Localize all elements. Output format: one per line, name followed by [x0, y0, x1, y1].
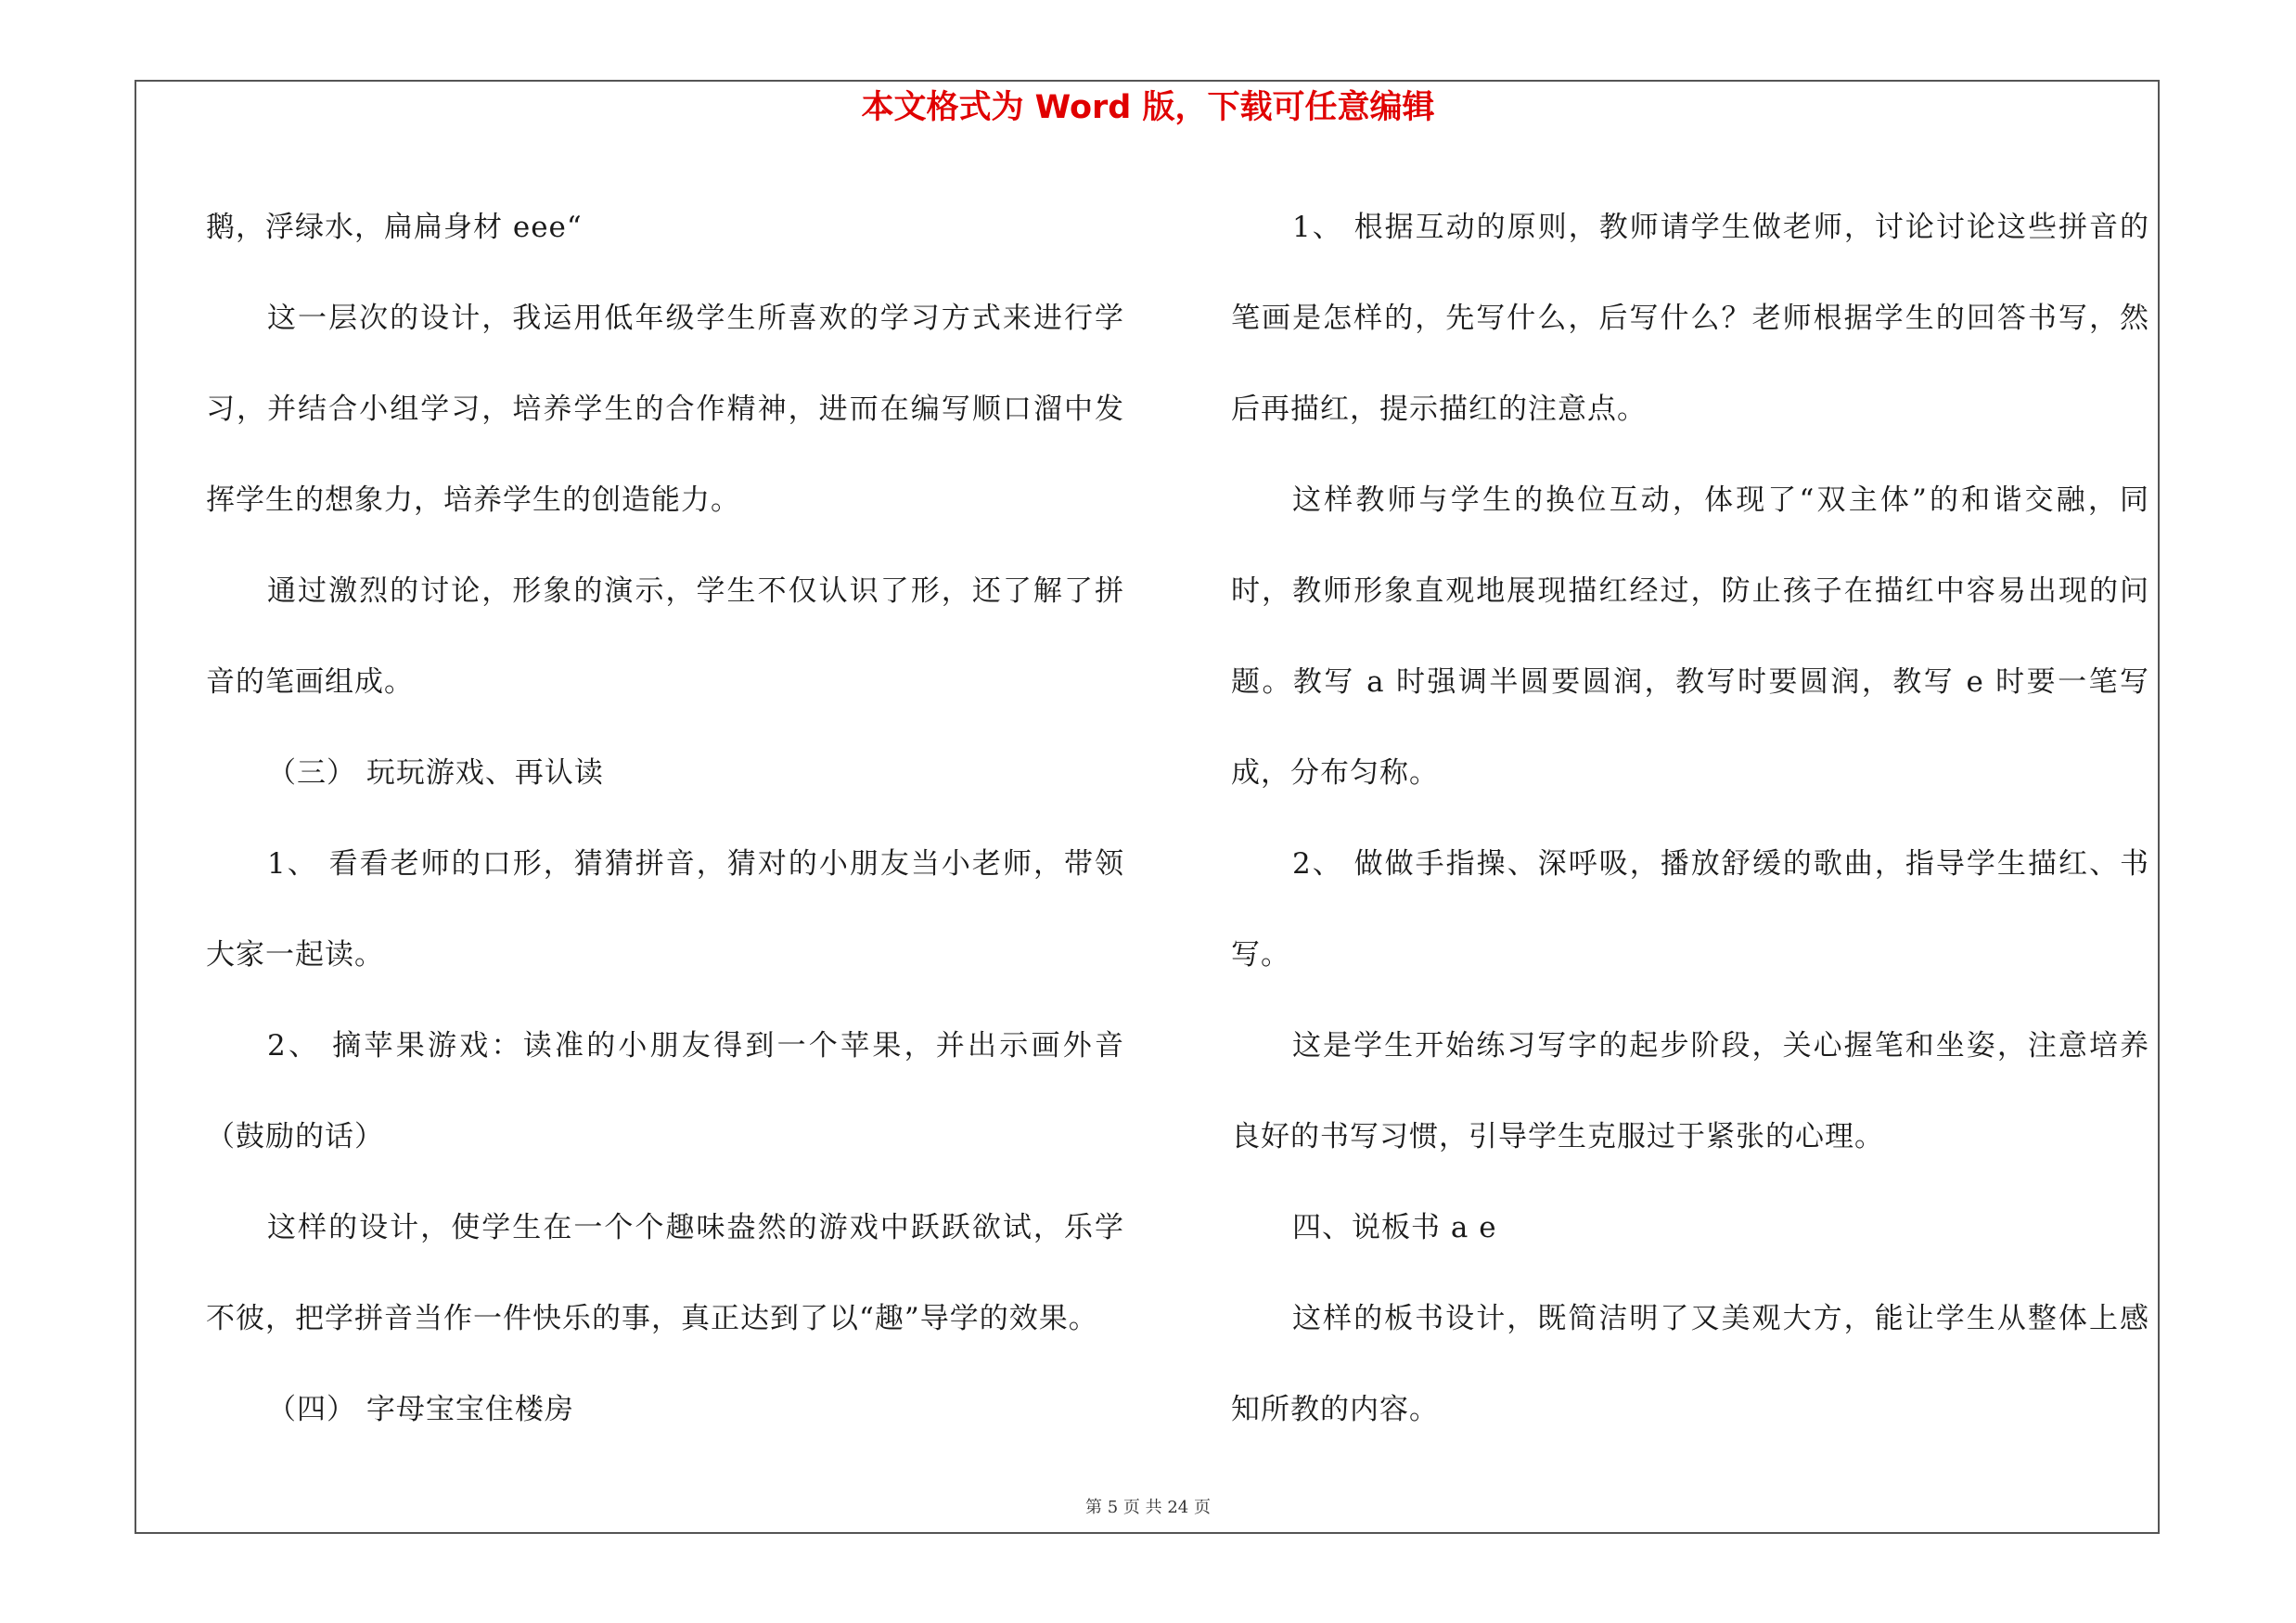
paragraph: 这样的板书设计，既简洁明了又美观大方，能让学生从整体上感知所教的内容。 [1231, 1302, 2149, 1426]
paragraph: 2、 摘苹果游戏：读准的小朋友得到一个苹果，并出示画外音（鼓励的话） [206, 1029, 1124, 1153]
section-heading: 四、说板书 a e [1292, 1211, 1497, 1244]
left-column [206, 182, 1124, 1455]
paragraph: 1、 看看老师的口形，猜猜拼音，猜对的小朋友当小老师，带领大家一起读。 [206, 847, 1124, 972]
paragraph: 通过激烈的讨论，形象的演示，学生不仅认识了形，还了解了拼音的笔画组成。 [206, 574, 1124, 699]
page-number: 第 5 页 共 24 页 [1085, 1498, 1211, 1517]
paragraph: 这一层次的设计，我运用低年级学生所喜欢的学习方式来进行学习，并结合小组学习，培养学生的合作精神，进而在编写顺口溜中发挥学生的想象力，培养学生的创造能力。 [206, 302, 1124, 517]
right-column [1231, 182, 2149, 1455]
paragraph: 鹅，浮绿水，扁扁身材 eee“ [206, 211, 583, 244]
paragraph: 这是学生开始练习写字的起步阶段，关心握笔和坐姿，注意培养良好的书写习惯，引导学生克服过于紧张的心理。 [1231, 1029, 2149, 1153]
paragraph: 这样教师与学生的换位互动，体现了“双主体”的和谐交融，同时，教师形象直观地展现描红经过，防止孩子在描红中容易出现的问题。教写 a 时强调半圆要圆润，教写时要圆润，教写 e 时要一笔写成，分布匀称。 [1231, 483, 2149, 790]
section-heading: （四） 字母宝宝住楼房 [267, 1393, 574, 1426]
section-heading: （三） 玩玩游戏、再认读 [267, 756, 604, 790]
paragraph: 1、 根据互动的原则，教师请学生做老师，讨论讨论这些拼音的笔画是怎样的，先写什么，后写什么？老师根据学生的回答书写，然后再描红，提示描红的注意点。 [1231, 211, 2149, 426]
paragraph: 这样的设计，使学生在一个个趣味盎然的游戏中跃跃欲试，乐学不彼，把学拼音当作一件快乐的事，真正达到了以“趣”导学的效果。 [206, 1211, 1124, 1335]
document-header: 本文格式为 Word 版，下载可任意编辑 [861, 89, 1435, 126]
paragraph: 2、 做做手指操、深呼吸，播放舒缓的歌曲，指导学生描红、书写。 [1231, 847, 2149, 972]
